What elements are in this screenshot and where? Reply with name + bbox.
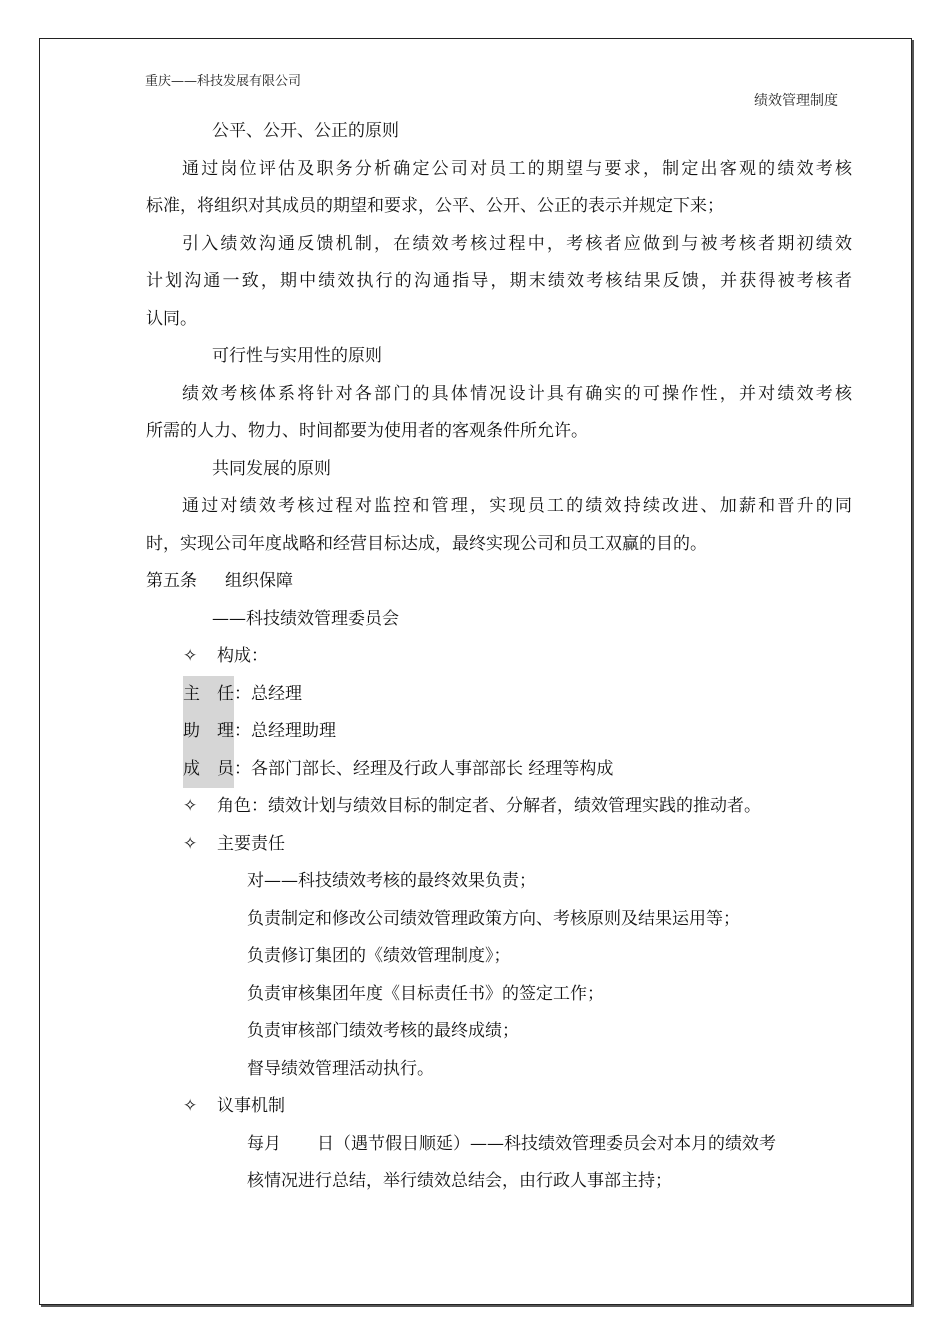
- chair-label: 主 任: [183, 676, 234, 714]
- paragraph-line: 标准，将组织对其成员的期望和要求，公平、公开、公正的表示并规定下来；: [146, 196, 724, 216]
- duty-item: 负责审核部门绩效考核的最终成绩；: [247, 1021, 519, 1041]
- role-text: 角色：绩效计划与绩效目标的制定者、分解者，绩效管理实践的推动者。: [217, 796, 761, 816]
- paragraph-line: 所需的人力、物力、时间都要为使用者的客观条件所允许。: [146, 421, 588, 441]
- assistant-label: 助 理: [183, 713, 234, 751]
- diamond-bullet-icon: ✧: [183, 1096, 198, 1116]
- composition-assistant: [146, 713, 852, 751]
- duty-label: 主要责任: [217, 833, 285, 854]
- duty-item: 督导绩效管理活动执行。: [247, 1058, 434, 1079]
- bullet-meeting: [146, 1088, 852, 1126]
- meeting-text: 日（遇节假日顺延）——科技绩效管理委员会对本月的绩效考: [317, 1133, 776, 1154]
- article-title: 组织保障: [225, 571, 293, 591]
- paragraph-line: 绩效考核体系将针对各部门的具体情况设计具有确实的可操作性，并对绩效考核: [182, 383, 852, 404]
- duty-item: 负责审核集团年度《目标责任书》的签定工作；: [247, 983, 604, 1004]
- bullet-composition: [146, 638, 852, 676]
- paragraph-line: 引入绩效沟通反馈机制，在绩效考核过程中，考核者应做到与被考核者期初绩效: [182, 233, 852, 254]
- diamond-bullet-icon: ✧: [183, 796, 198, 816]
- principle-development-title: 共同发展的原则: [212, 458, 331, 479]
- chair-value: ：总经理: [234, 683, 302, 704]
- bullet-role: [146, 788, 852, 826]
- member-value: ：各部门部长、经理及行政人事部部长 经理等构成: [234, 758, 614, 779]
- meeting-line: 核情况进行总结，举行绩效总结会，由行政人事部主持；: [247, 1171, 672, 1191]
- article-number: 第五条: [146, 571, 197, 591]
- meeting-line: [146, 1126, 852, 1164]
- paragraph-line: 计划沟通一致，期中绩效执行的沟通指导，期末绩效考核结果反馈，并获得被考核者: [146, 271, 852, 291]
- document-body: [146, 113, 852, 1201]
- article-heading: [146, 563, 852, 601]
- paragraph-line: 认同。: [146, 308, 197, 329]
- header-doc-title: 绩效管理制度: [754, 93, 838, 109]
- duty-item: 负责修订集团的《绩效管理制度》；: [247, 946, 511, 966]
- assistant-value: ：总经理助理: [234, 721, 336, 741]
- principle-fairness-title: 公平、公开、公正的原则: [212, 121, 399, 141]
- composition-chair: [146, 676, 852, 714]
- paragraph-line: 通过对绩效考核过程对监控和管理，实现员工的绩效持续改进、加薪和晋升的同: [182, 496, 852, 516]
- paragraph-line: 时，实现公司年度战略和经营目标达成，最终实现公司和员工双赢的目的。: [146, 533, 707, 554]
- meeting-month: 每月: [247, 1133, 281, 1154]
- composition-label: 构成：: [217, 646, 268, 666]
- paragraph-line: 通过岗位评估及职务分析确定公司对员工的期望与要求，制定出客观的绩效考核: [182, 158, 852, 179]
- header-company: 重庆——科技发展有限公司: [145, 74, 302, 89]
- meeting-label: 议事机制: [217, 1096, 285, 1116]
- committee-name: ——科技绩效管理委员会: [212, 608, 399, 629]
- diamond-bullet-icon: ✧: [183, 646, 198, 666]
- principle-feasibility-title: 可行性与实用性的原则: [212, 346, 382, 366]
- duty-item: 对——科技绩效考核的最终效果负责；: [247, 871, 536, 891]
- bullet-duties: [146, 826, 852, 864]
- composition-members: [146, 751, 852, 789]
- duty-item: 负责制定和修改公司绩效管理政策方向、考核原则及结果运用等；: [247, 908, 740, 929]
- diamond-bullet-icon: ✧: [183, 833, 198, 854]
- member-label: 成 员: [183, 751, 234, 789]
